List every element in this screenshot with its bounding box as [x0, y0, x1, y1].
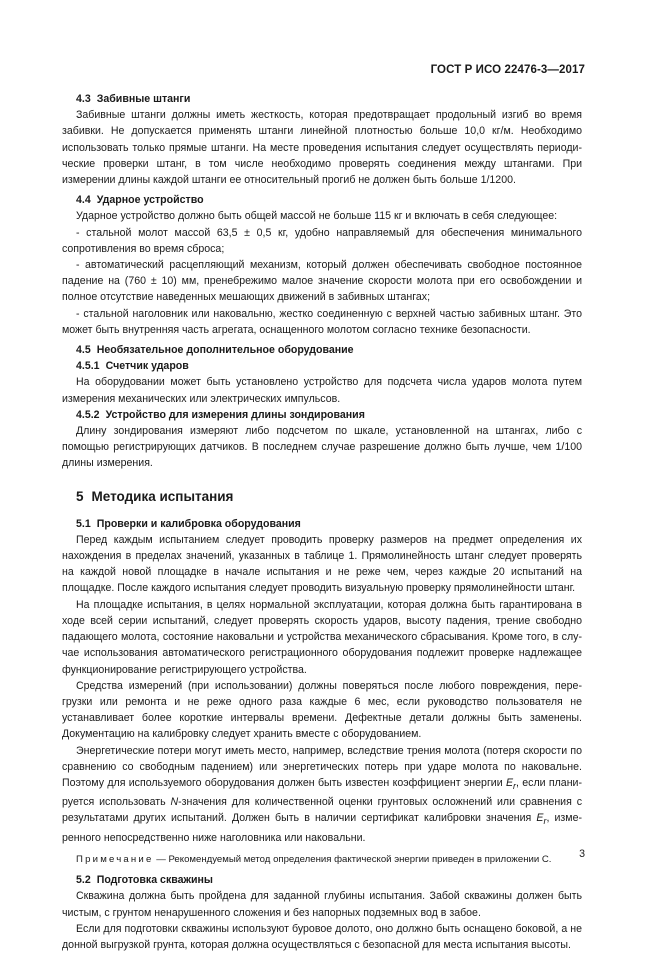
section-number: 4.5.2 [76, 408, 100, 421]
section-title: Проверки и калибровка оборудования [96, 517, 301, 530]
chapter-title: Методика испытания [91, 488, 234, 504]
paragraph: Забивные штанги должны иметь жесткость, которая предотвращает продольный изгиб во время забивки. Не допускается применять штанги линейной плотностью больше 10,0 кг/м. Необходимо использовать только прямые штанги. На месте проведения испытания следует осуществлять периодические проверки штанг, в том числе необходимо проверять соединения между штангами. При измерении длины каждой штанги ее относительный прогиб не должен быть больше 1/1200. [62, 109, 582, 187]
list-item: - стальной наголовник или наковальню, жестко соединенную с верхней частью забивных штанг. Это может быть внутренняя часть агрегата, оснащенного молотом согласно технике безопасности. [62, 307, 582, 336]
paragraph: Энергетические потери могут иметь место, например, вследствие трения молота (потеря скорости по сравнению со свободным падением) или энергетических потерь при ударе молота по наковальне. Поэтому для используемого оборудования должен быть известен коэффициент энергии $E_r$, если планируется использовать N-значения для количественной оценки грунтовых осложнений или сравнения с результатами других испытаний. Должен быть в наличии сертификат калибровки значения $E_r$, измеренного непосредственно ниже наголовника или наковальни. [62, 744, 582, 844]
paragraph: На площадке испытания, в целях нормальной эксплуатации, которая должна быть гарантирована в ходе всей серии испытаний, следует проверять скорость ударов, высоту падения, трение свободно падающего молота, состояние наковальни и устройства механического сбрасывания. Кроме того, в случае использования автоматического регистрационного оборудования подлежит проверке надлежащее функционирование регистрирующего устройства. [62, 598, 582, 676]
paragraph: Средства измерений (при использовании) должны поверяться после любого повреждения, перегрузки или ремонта и не реже одного раза каждые 6 мес, если руководство пользователя не устанавливает более короткие интервалы времени. Дефектные детали должны быть заменены. Документацию на калибровку следует хранить вместе с оборудованием. [62, 679, 582, 741]
section-title: Подготовка скважины [96, 874, 213, 887]
section-number: 5.2 [76, 874, 91, 887]
section-heading-4-5-2 [62, 407, 582, 423]
section-number: 4.3 [76, 93, 91, 105]
section-number: 4.4 [76, 194, 91, 207]
section-title: Необязательное дополнительное оборудование [96, 344, 354, 357]
paragraph: Скважина должна быть пройдена для заданной глубины испытания. Забой скважины должен быть чистым, с грунтом ненарушенного сложения и без напорных подземных вод в забое. [62, 890, 582, 919]
section-title: Ударное устройство [96, 194, 204, 207]
note-text: — Рекомендуемый метод определения фактической энергии приведен в приложении С. [153, 853, 552, 865]
document-header: ГОСТ Р ИСО 22476-3—2017 [430, 64, 585, 76]
paragraph: Если для подготовки скважины используют буровое долото, оно должно быть оснащено боковой, а не донной выгрузкой грунта, которая должна осуществляться с безопасной для места испытания высоты. [62, 922, 582, 951]
paragraph: Длину зондирования измеряют либо подсчетом по шкале, установленной на штангах, либо с помощью регистрирующих датчиков. В последнем случае разрешение должно быть лучше, чем 1/100 длины измерения. [62, 425, 582, 470]
document-body [62, 91, 582, 953]
section-heading-4-5-1 [62, 358, 582, 374]
list-item: - стальной молот массой 63,5 ± 0,5 кг, удобно направляемый для обеспечения минимального сопротивления во время сброса; [62, 226, 582, 255]
section-number: 4.5 [76, 344, 91, 357]
paragraph: На оборудовании может быть установлено устройство для подсчета числа ударов молота путем измерения механических или электрических импульсов. [62, 376, 582, 405]
list-item: - автоматический расцепляющий механизм, который должен обеспечивать свободное постоянное падение на (760 ± 10) мм, пренебрежимо малое значение скорости молота при его освобождении и полное отсутствие наведенных мешающих движений в забивных штангах; [62, 259, 582, 304]
paragraph: Перед каждым испытанием следует проводить проверку размеров на предмет определения их нахождения в пределах значений, указанных в таблице 1. Прямолинейность штанг следует проверять на каждой новой площадке в начале испытания и не реже чем, через каждые 20 испытаний на площадке. После каждого испытания следует проводить визуальную проверку прямолинейности штанг. [62, 533, 582, 595]
section-heading-5-2 [62, 872, 582, 888]
section-heading-4-5 [62, 342, 582, 358]
section-number: 5.1 [76, 517, 91, 530]
chapter-number: 5 [76, 488, 84, 504]
section-title: Забивные штанги [96, 93, 191, 105]
note [62, 852, 582, 868]
section-heading-4-4 [62, 192, 582, 208]
section-title: Счетчик ударов [105, 360, 189, 373]
note-label: Примечание [76, 853, 154, 865]
section-heading-4-3 [62, 91, 582, 107]
section-heading-5-1 [62, 516, 582, 532]
section-number: 4.5.1 [76, 360, 100, 373]
section-title: Устройство для измерения длины зондирования [105, 408, 365, 421]
page-number: 3 [579, 848, 585, 860]
paragraph: Ударное устройство должно быть общей массой не больше 115 кг и включать в себя следующее: [76, 210, 558, 223]
chapter-heading-5 [62, 488, 582, 506]
